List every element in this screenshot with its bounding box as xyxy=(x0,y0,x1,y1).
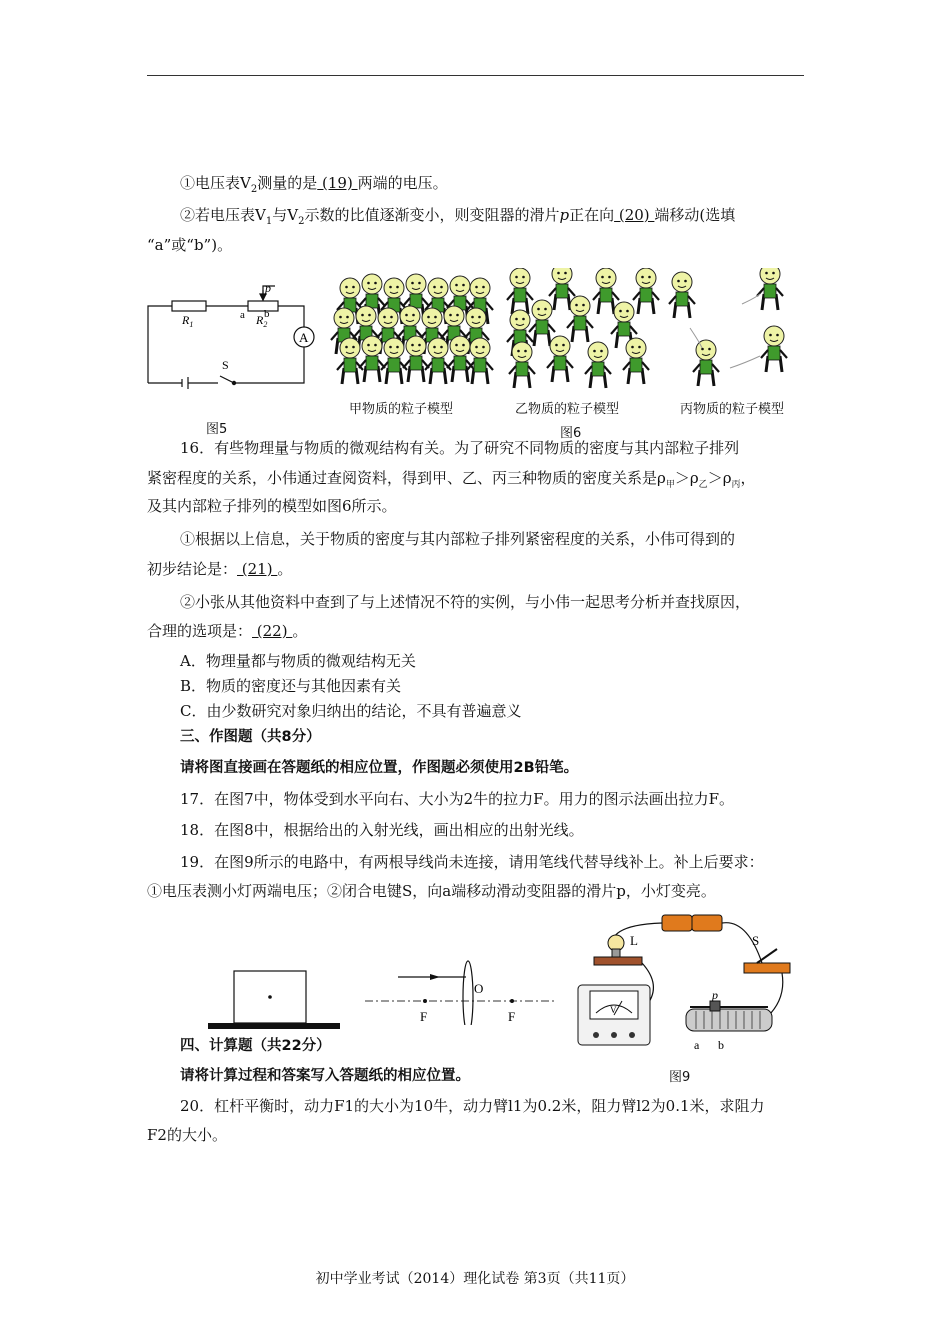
switch xyxy=(744,949,790,973)
focus-left: F xyxy=(420,1009,428,1024)
q16-sub1-line2: 初步结论是： (21) 。 xyxy=(147,560,293,578)
q20-line1: 20．杠杆平衡时，动力F1的大小为10牛，动力臂l1为0.2米，阻力臂l2为0.1米，求阻力 xyxy=(180,1097,765,1115)
figure-9-caption: 图9 xyxy=(669,1070,691,1085)
option-c: C．由少数研究对象归纳出的结论，不具有普遍意义 xyxy=(180,702,522,720)
lens-center-o: O xyxy=(474,981,484,996)
solid-particles xyxy=(331,274,493,384)
figure-8-lens xyxy=(360,955,560,1025)
label-gas: 丙物质的粒子模型 xyxy=(680,402,785,417)
blank-20: (20) xyxy=(614,206,655,224)
terminal-a: a xyxy=(240,309,245,321)
terminal-a-label: a xyxy=(694,1038,700,1052)
focus-right: F xyxy=(508,1009,516,1024)
battery xyxy=(662,915,722,931)
figure-6-caption: 图6 xyxy=(560,426,582,441)
voltmeter-label: V xyxy=(610,1005,617,1015)
section3-instruction: 请将图直接画在答题纸的相应位置，作图题必须使用2B铅笔。 xyxy=(180,760,579,776)
label-liquid: 乙物质的粒子模型 xyxy=(515,402,620,417)
figure-7-block xyxy=(200,965,350,1035)
r2-label: $R_2$ xyxy=(256,313,268,329)
slider-p: p xyxy=(265,281,271,295)
gas-particles xyxy=(669,268,787,386)
option-b: B．物质的密度还与其他因素有关 xyxy=(180,677,402,695)
page-footer: 初中学业考试（2014）理化试卷 第3页（共11页） xyxy=(315,1271,635,1287)
terminal-b-label: b xyxy=(718,1038,724,1052)
q16-sub1-line1: ①根据以上信息，关于物质的密度与其内部粒子排列紧密程度的关系，小伟可得到的 xyxy=(180,530,736,548)
blank-22: (22) xyxy=(252,622,293,640)
q19-line2: ①电压表测小灯两端电压；②闭合电键S，向a端移动滑动变阻器的滑片p，小灯变亮。 xyxy=(147,882,716,900)
section3-title: 三、作图题（共8分） xyxy=(180,729,321,745)
q16-line1: 16．有些物理量与物质的微观结构有关。为了研究不同物质的密度与其内部粒子排列 xyxy=(180,439,740,457)
q20-line2: F2的大小。 xyxy=(147,1126,227,1144)
figure-6-particles xyxy=(330,268,800,390)
switch-label: S xyxy=(752,933,760,948)
q19-line1: 19．在图9所示的电路中，有两根导线尚未连接，请用笔线代替导线补上。补上后要求： xyxy=(180,853,764,871)
section4-title: 四、计算题（共22分） xyxy=(180,1038,331,1054)
q17: 17．在图7中，物体受到水平向右、大小为2牛的拉力F。用力的图示法画出拉力F。 xyxy=(180,790,734,808)
q15-line3: “a”或“b”)。 xyxy=(147,236,233,254)
q16-sub2-line1: ②小张从其他资料中查到了与上述情况不符的实例，与小伟一起思考分析并查找原因， xyxy=(180,593,751,611)
blank-21: (21) xyxy=(237,560,278,578)
terminal-b: b xyxy=(264,308,270,320)
figure-5-caption: 图5 xyxy=(206,422,228,437)
q15-line2: ②若电压表$V_1$与$V_2$示数的比值逐渐变小，则变阻器的滑片p正在向 (20) 端移动(选填 xyxy=(180,206,736,227)
rheostat xyxy=(686,1001,772,1031)
ammeter-label: A xyxy=(299,330,309,345)
option-a: A．物理量都与物质的微观结构无关 xyxy=(180,652,416,670)
section4-instruction: 请将计算过程和答案写入答题纸的相应位置。 xyxy=(180,1068,470,1084)
liquid-particles xyxy=(507,268,659,388)
q15-line1: ①电压表$V_2$测量的是 (19) 两端的电压。 xyxy=(180,174,448,195)
lamp-label: L xyxy=(630,933,638,948)
blank-19: (19) xyxy=(317,174,358,192)
switch-label: S xyxy=(222,358,229,372)
q16-line2: 紧密程度的关系，小伟通过查阅资料，得到甲、乙、丙三种物质的密度关系是$\rho_甲>\rho_乙>\rho_丙$， xyxy=(147,469,756,490)
figure-5-circuit xyxy=(140,280,320,395)
q16-line3: 及其内部粒子排列的模型如图6所示。 xyxy=(147,497,397,515)
header-rule xyxy=(147,75,804,76)
q16-sub2-line2: 合理的选项是： (22) 。 xyxy=(147,622,308,640)
q18: 18．在图8中，根据给出的入射光线，画出相应的出射光线。 xyxy=(180,821,584,839)
slider-p-label: p xyxy=(712,988,718,1002)
r1-label: $R_1$ xyxy=(182,313,194,329)
label-solid: 甲物质的粒子模型 xyxy=(349,402,454,417)
